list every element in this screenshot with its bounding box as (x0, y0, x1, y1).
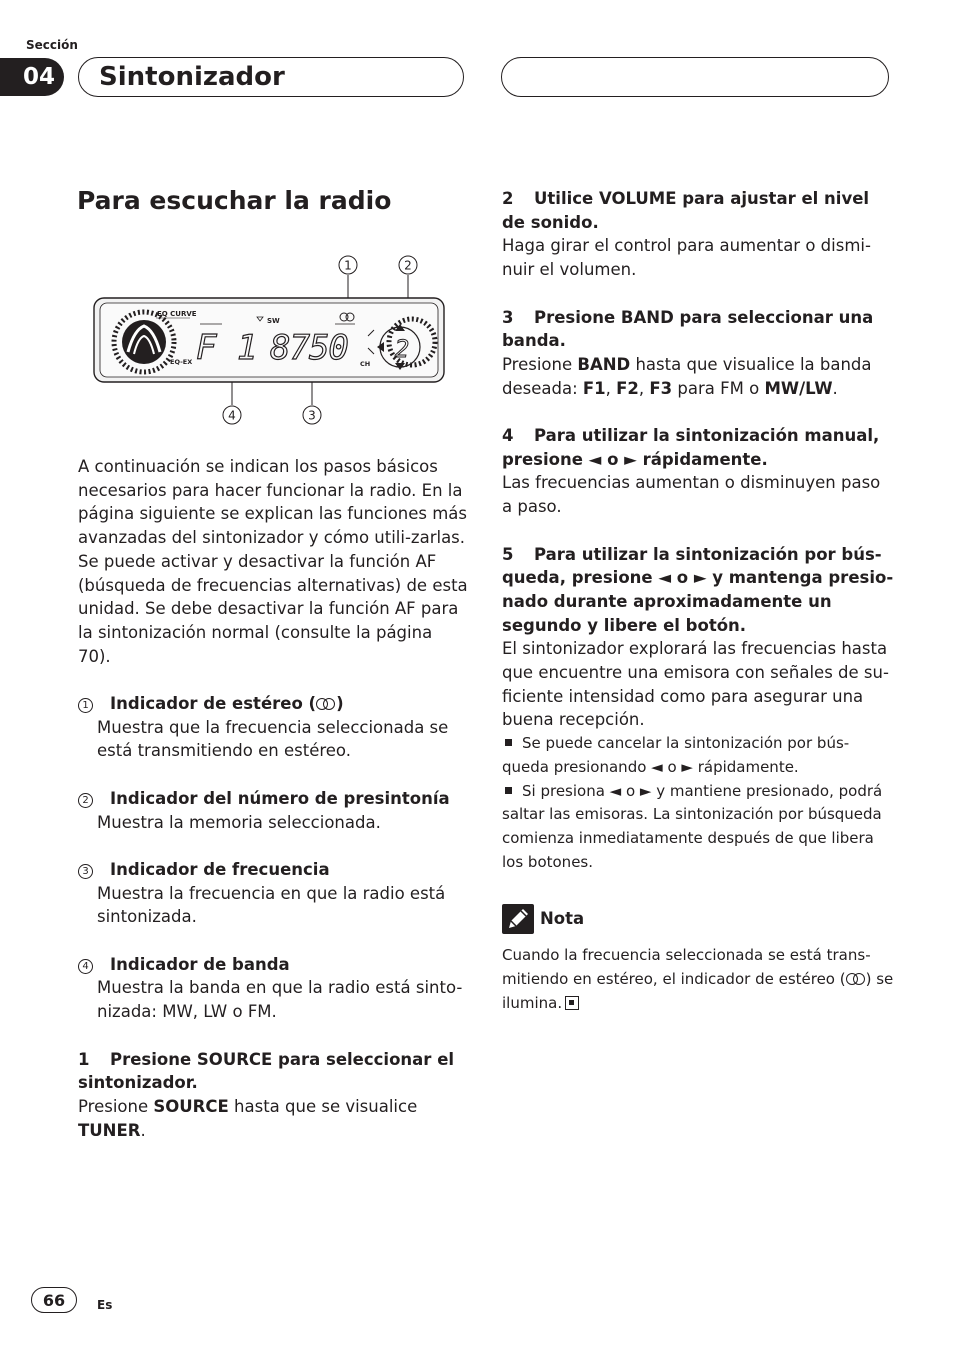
note-pencil-icon (502, 904, 534, 934)
eq-curve-label: EQ CURVE (157, 310, 197, 318)
intro-paragraph-1: A continuación se indican los pasos básicos necesarios para hacer funcionar la radio. En la página siguiente se explican las funciones más avanzadas del sintonizador y cómo utili-zarlas. (78, 457, 468, 548)
intro-paragraph-2: Se puede activar y desactivar la función AF (búsqueda de frecuencias alternativas) de esta unidad. Se debe desactivar la función AF para la sintonización normal (consulte la página 70). (78, 551, 468, 666)
nota-box (502, 904, 894, 1015)
nota-label: Nota (540, 909, 585, 929)
square-bullet-icon (505, 787, 512, 794)
left-column (78, 455, 468, 1142)
stereo-icon (316, 698, 336, 710)
callout-4 (223, 406, 241, 424)
bullet-2: Si presiona ◄ o ► y mantiene presionado, podrá saltar las emisoras. La sintonización por búsqueda comienza inmediatamente después de que libera los botones. (502, 781, 883, 871)
svg-text:3: 3 (308, 408, 316, 423)
callout-2 (399, 256, 417, 274)
svg-text:2: 2 (404, 258, 412, 273)
step-2: 2 Utilice VOLUME para ajustar el nivel de sonido. Haga girar el control para aumentar o dismi-nuir el volumen. (502, 189, 871, 280)
indicator-item-1: 1 Indicador de estéreo ( ) Muestra que la frecuencia seleccionada se está transmitiendo en estéreo. (78, 692, 468, 763)
indicator-item-3: 3 Indicador de frecuencia Muestra la frecuencia en que la radio está sintonizada. (78, 858, 468, 929)
indicator-item-2: 2 Indicador del número de presintonía Muestra la memoria seleccionada. (78, 787, 468, 834)
step-4: 4 Para utilizar la sintonización manual, presione ◄ o ► rápidamente. Las frecuencias aumentan o disminuyen paso a paso. (502, 426, 881, 517)
page-title: Para escuchar la radio (77, 186, 392, 215)
section-title: Sintonizador (78, 57, 464, 97)
band-display: F 1 (196, 328, 258, 368)
sw-label: SW (267, 317, 280, 325)
indicator-item-4: 4 Indicador de banda Muestra la banda en que la radio está sinto-nizada: MW, LW o FM. (78, 953, 468, 1024)
end-mark-icon (565, 996, 579, 1010)
section-number: 04 (0, 58, 64, 96)
ch-label: CH (360, 360, 371, 368)
svg-text:1: 1 (344, 258, 352, 273)
stereo-icon (846, 973, 866, 985)
step-5: 5 Para utilizar la sintonización por bús-queda, presione ◄ o ► y mantenga presio-nado durante aproximadamente un segundo y libere el botón. El sintonizador explorará las frecuencias hasta que encuentre una emisora con señales de su-ficiente intensidad como para asegurar una buena recepción. Se puede cancelar la sintonización por bús-queda presionando ◄ o ► rápidamente. Si presiona ◄ o ► y mantiene presionado, podrá saltar las emisoras. La sintonización por búsqueda comienza inmediatamente después de que libera los botones. (502, 543, 894, 875)
eq-ex-label: EQ-EX (170, 358, 193, 366)
bullet-1: Se puede cancelar la sintonización por bús-queda presionando ◄ o ► rápidamente. (502, 734, 850, 776)
radio-display-illustration (90, 250, 450, 430)
right-column (502, 187, 894, 1015)
preset-display: 2 (394, 335, 410, 363)
callout-3 (303, 406, 321, 424)
frequency-display: 8750 (270, 328, 348, 368)
step-1: 1 Presione SOURCE para seleccionar el sintonizador. Presione SOURCE hasta que se visualice TUNER. (78, 1049, 455, 1140)
svg-text:4: 4 (228, 408, 236, 423)
square-bullet-icon (505, 739, 512, 746)
section-label: Sección (26, 38, 78, 52)
step-3: 3 Presione BAND para seleccionar una banda. Presione BAND hasta que visualice la banda deseada: F1, F2, F3 para FM o MW/LW. (502, 307, 874, 398)
page-number: 66 (31, 1287, 77, 1313)
language-code: Es (97, 1298, 113, 1312)
header-empty-pill (501, 57, 889, 97)
nota-text: Cuando la frecuencia seleccionada se está trans-mitiendo en estéreo, el indicador de estéreo ( ) se ilumina. (502, 946, 894, 1012)
radio-display-figure (90, 250, 450, 430)
callout-1 (339, 256, 357, 274)
